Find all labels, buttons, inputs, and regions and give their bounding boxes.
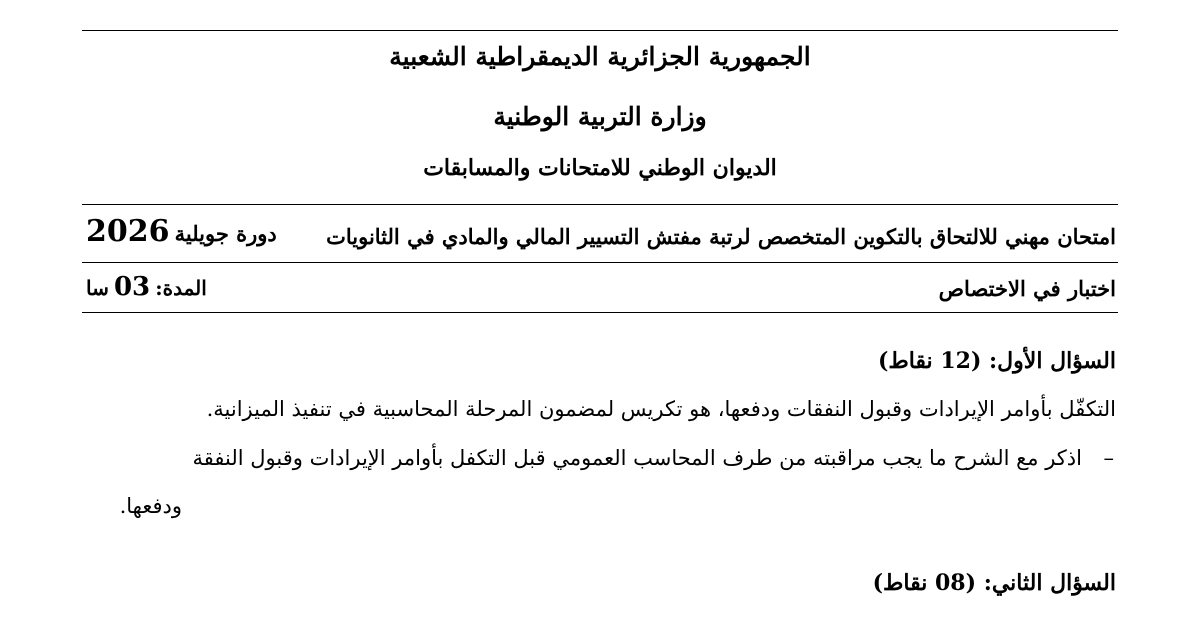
- ministry-title: وزارة التربية الوطنية: [493, 102, 707, 131]
- question1-item-line1: اذكر مع الشرح ما يجب مراقبته من طرف المحاسب العمومي قبل التكفل بأوامر الإيرادات وقبول النفقة: [192, 446, 1082, 470]
- question1-heading: السؤال الأول: (12 نقاط): [877, 348, 1116, 374]
- exam-session: [86, 214, 277, 249]
- duration-value: 03: [113, 272, 151, 302]
- exam-subject: اختبار في الاختصاص: [938, 276, 1116, 301]
- top-rule: [82, 30, 1118, 31]
- question1-item-line2: ودفعها.: [119, 494, 182, 518]
- info-top-rule: [82, 204, 1118, 205]
- info-bottom-rule: [82, 312, 1118, 313]
- info-middle-rule: [82, 262, 1118, 263]
- duration-label: المدة:: [155, 276, 207, 300]
- office-title: الديوان الوطني للامتحانات والمسابقات: [423, 155, 777, 181]
- question2-heading: السؤال الثاني: (08 نقاط): [872, 570, 1116, 596]
- session-year: 2026: [86, 214, 170, 249]
- duration-unit: سا: [86, 276, 109, 300]
- question1-dash: –: [1103, 446, 1114, 470]
- question1-intro: التكفّل بأوامر الإيرادات وقبول النفقات ودفعها، هو تكريس لمضمون المرحلة المحاسبية في تنفيذ الميزانية.: [206, 397, 1116, 421]
- republic-title: الجمهورية الجزائرية الديمقراطية الشعبية: [389, 42, 811, 71]
- exam-duration: [86, 272, 207, 302]
- exam-title: امتحان مهني للالتحاق بالتكوين المتخصص لرتبة مفتش التسيير المالي والمادي في الثانويات: [326, 224, 1116, 249]
- session-label: دورة جويلية: [174, 221, 277, 246]
